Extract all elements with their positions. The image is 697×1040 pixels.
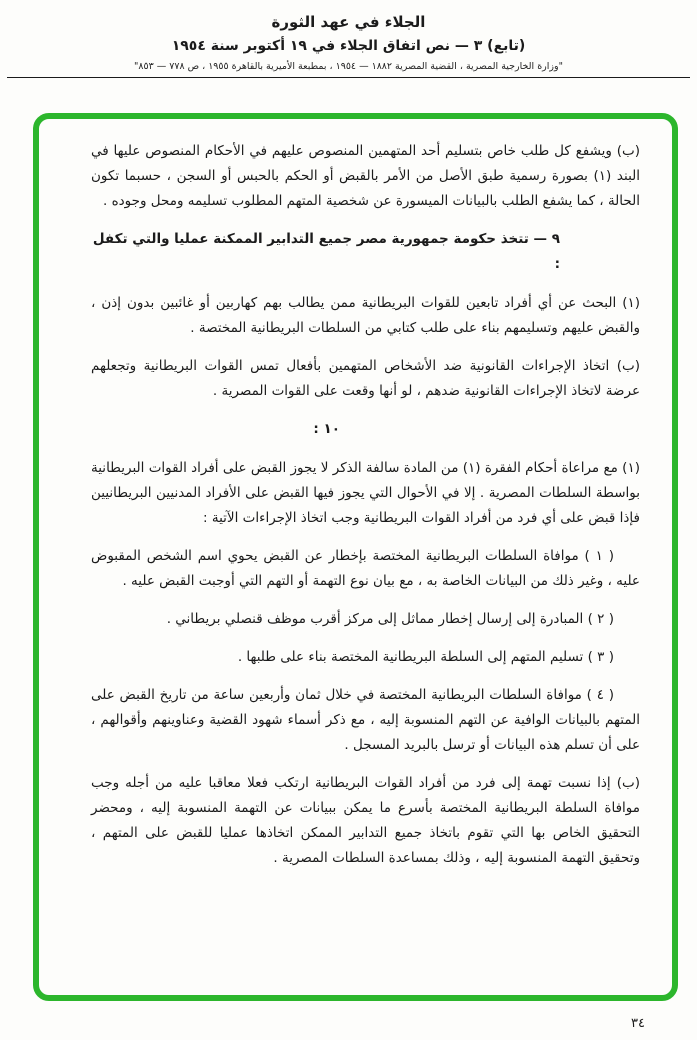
page-header [0,0,697,78]
paragraph-text: موافاة السلطات البريطانية المختصة بإخطار عن القبض يحوي اسم الشخص المقبوض عليه ، وغير ذلك من البيانات الخاصة به ، مع بيان نوع التهمة أو التهم التي أوجبت القبض عليه . [91,548,640,589]
paragraph-text: اتخاذ الإجراءات القانونية ضد الأشخاص المتهمين بأفعال تمس القوات البريطانية وتجعلهم عرضة لاتخاذ الإجراءات القانونية ضدهم ، لو أنها وقعت على القوات المصرية . [91,358,640,399]
paragraph [91,771,640,871]
page-number: ٣٤ [631,1016,645,1031]
paragraph-text: موافاة السلطات البريطانية المختصة في خلال ثمان وأربعين ساعة من تاريخ القبض على المتهم بالبيانات الوافية عن التهم المنسوبة إليه ، مع ذكر أسماء شهود القضية وعناوينهم وأقوالهم ، على أن تسلم هذه البيانات أو ترسل بالبريد المسجل . [91,687,640,753]
section-heading-10 [91,417,340,442]
paragraph-text: مع مراعاة أحكام الفقرة (١) من المادة سالفة الذكر لا يجوز القبض على أفراد القوات البريطانية بواسطة السلطات المصرية . إلا في الأحوال التي يجوز فيها القبض على الأفراد المدنيين البريطانيين فإذا قبض على أي فرد من أفراد القوات البريطانية وجب اتخاذ الإجراءات الآتية : [91,460,640,526]
paragraph-marker: ( ٣ ) [587,649,614,665]
sub-paragraph [91,544,640,594]
paragraph-text: ١٠ : [313,421,340,437]
paragraph-marker: (ب) [616,143,640,159]
paragraph [91,139,640,214]
paragraph-marker: (١) [622,460,640,476]
paragraph-marker: ( ١ ) [584,548,615,564]
page-subtitle: (تابع) ٣ — نص اتفاق الجلاء في ١٩ أكتوبر سنة ١٩٥٤ [171,38,526,54]
section-heading-9 [91,227,560,277]
paragraph [91,354,640,404]
paragraph-text: البحث عن أي أفراد تابعين للقوات البريطانية ممن يطالب بهم كهاربين أو غائبين بدون إذن ، والقبض عليهم وتسليمهم بناء على طلب كتابي من السلطات البريطانية المختصة . [91,295,640,336]
paragraph [91,456,640,531]
paragraph-text: ويشفع كل طلب خاص بتسليم أحد المتهمين المنصوص عليهم في الأحكام المنصوص عليها في البند (١) بصورة رسمية طبق الأصل من الأمر بالقبض أو الحكم بالحبس أو السجن ، حسبما تكون الحالة ، كما يشفع الطلب بالبيانات الميسورة عن شخصية المتهم المطلوب تسليمه ومحل وجوده . [91,143,641,209]
paragraph-text: المبادرة إلى إرسال إخطار مماثل إلى مركز أقرب موظف قنصلي بريطاني . [166,611,584,627]
paragraph-marker: (١) [622,295,641,311]
sub-paragraph [91,683,640,758]
paragraph-text: ٩ — تتخذ حكومة جمهورية مصر جميع التدابير الممكنة عمليا والتي تكفل : [92,231,560,272]
paragraph-marker: ( ٢ ) [587,611,614,627]
paragraph-text: إذا نسبت تهمة إلى فرد من أفراد القوات البريطانية ارتكب فعلا معاقبا عليه من أجله وجب موافاة السلطة البريطانية المختصة بأسرع ما يمكن ببيانات عن التهمة المنسوبة إليه ، ومحضر التحقيق الخاص بها التي تقوم باتخاذ جميع التدابير الممكن اتخاذها عمليا للقبض على المتهم ، وتحقيق التهمة المنسوبة إليه ، وذلك بمساعدة السلطات المصرية . [91,775,640,866]
source-citation: "وزارة الخارجية المصرية ، القضية المصرية ١٨٨٢ — ١٩٥٤ ، بمطبعة الأميرية بالقاهرة ١٩٥٥ ، ص ٧٧٨ — ٨٥٣" [134,61,563,72]
sub-paragraph [91,645,640,670]
highlight-annotation-box [33,113,678,1001]
sub-paragraph [91,607,640,632]
paragraph-marker: ( ٤ ) [586,687,614,703]
paragraph-marker: (ب) [616,358,640,374]
paragraph-text: تسليم المتهم إلى السلطة البريطانية المختصة بناء على طلبها . [237,649,584,665]
header-divider [7,77,690,78]
paragraph-marker: (ب) [616,775,640,791]
paragraph [91,291,640,341]
page-title: الجلاء في عهد الثورة [271,13,426,31]
